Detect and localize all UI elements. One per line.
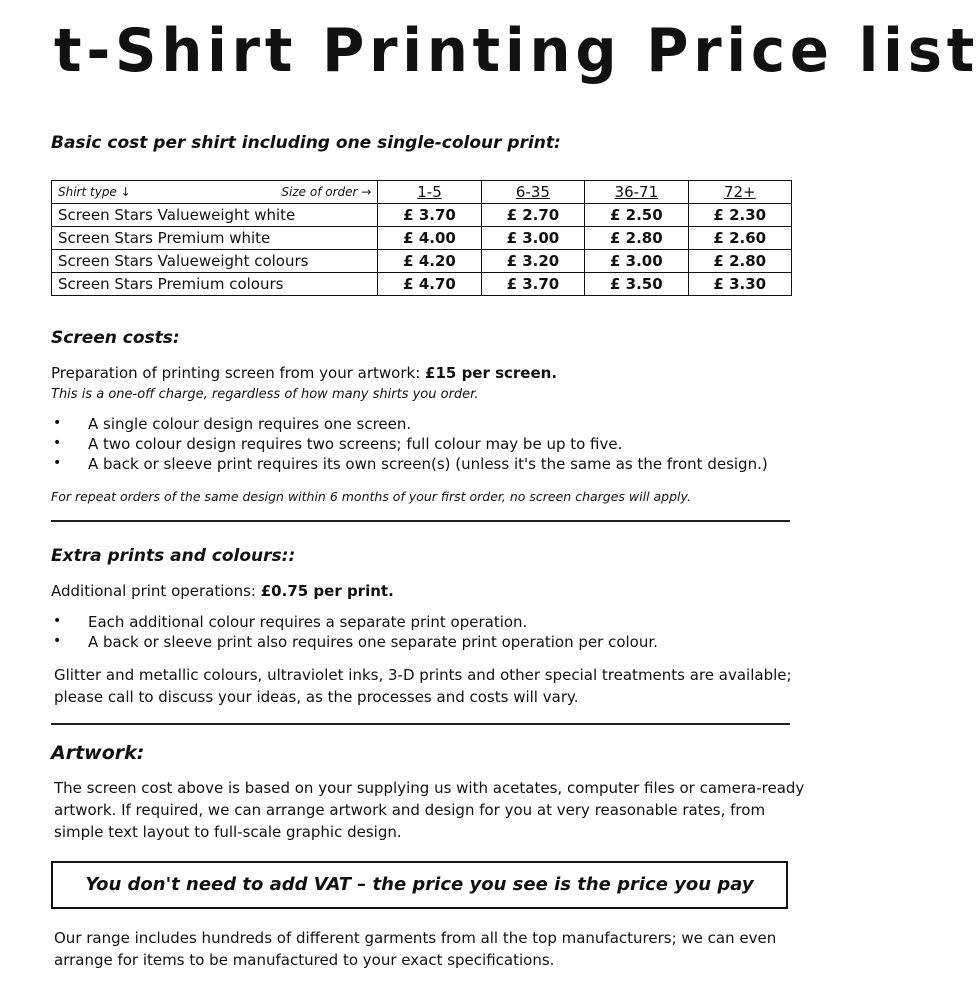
one-off-note: This is a one-off charge, regardless of how many shirts you order. — [51, 387, 479, 402]
price-cell: £ 2.70 — [481, 204, 584, 227]
price-cell: £ 2.60 — [688, 227, 791, 250]
price-table — [51, 180, 792, 296]
artwork-heading: Artwork: — [51, 742, 145, 764]
shirt-type-label: Shirt type ↓ — [58, 185, 131, 199]
table-row — [52, 250, 792, 273]
size-header: 1-5 — [378, 181, 481, 204]
price-cell: £ 3.30 — [688, 273, 791, 296]
additional-print-text: Additional print operations: — [51, 582, 261, 600]
extra-bullets — [50, 613, 658, 653]
price-cell: £ 4.20 — [378, 250, 481, 273]
shirt-name: Screen Stars Valueweight white — [52, 204, 378, 227]
size-header: 6-35 — [481, 181, 584, 204]
screen-prep-price: £15 per screen. — [425, 364, 558, 382]
price-cell: £ 4.00 — [378, 227, 481, 250]
table-row — [52, 273, 792, 296]
price-cell: £ 3.70 — [378, 204, 481, 227]
shirt-name: Screen Stars Premium white — [52, 227, 378, 250]
price-cell: £ 3.70 — [481, 273, 584, 296]
table-header-labels — [52, 181, 378, 204]
table-row — [52, 227, 792, 250]
list-item: • A two colour design requires two screens; full colour may be up to five. — [50, 435, 768, 455]
price-table-header — [52, 181, 792, 204]
price-cell: £ 3.50 — [585, 273, 688, 296]
size-header: 72+ — [688, 181, 791, 204]
price-cell: £ 2.30 — [688, 204, 791, 227]
screen-costs-heading: Screen costs: — [51, 328, 180, 348]
shirt-name: Screen Stars Premium colours — [52, 273, 378, 296]
price-cell: £ 3.00 — [585, 250, 688, 273]
price-cell: £ 3.20 — [481, 250, 584, 273]
price-cell: £ 2.80 — [585, 227, 688, 250]
screen-prep-text: Preparation of printing screen from your artwork: — [51, 364, 426, 382]
list-item: • A back or sleeve print also requires one separate print operation per colour. — [50, 633, 658, 653]
price-cell: £ 4.70 — [378, 273, 481, 296]
basic-cost-heading: Basic cost per shirt including one single-colour print: — [51, 133, 561, 153]
size-of-order-label: Size of order → — [281, 185, 372, 199]
artwork-text: The screen cost above is based on your supplying us with acetates, computer files or camera-ready artwork. If required, we can arrange artwork and design for you at very reasonable rates, from simple text layout to full-scale graphic design. — [54, 779, 805, 841]
extra-prints-heading: Extra prints and colours:: — [51, 546, 296, 566]
price-cell: £ 2.50 — [585, 204, 688, 227]
additional-print-line — [51, 582, 394, 600]
vat-notice: You don't need to add VAT – the price you see is the price you pay — [51, 861, 788, 909]
table-row — [52, 204, 792, 227]
shirt-name: Screen Stars Valueweight colours — [52, 250, 378, 273]
list-item: • A back or sleeve print requires its own screen(s) (unless it's the same as the front design.) — [50, 455, 768, 475]
range-text: Our range includes hundreds of different garments from all the top manufacturers; we can even arrange for items to be manufactured to your exact specifications. — [54, 929, 777, 969]
list-item: • A single colour design requires one screen. — [50, 415, 768, 435]
screen-prep-line — [51, 364, 557, 382]
price-cell: £ 2.80 — [688, 250, 791, 273]
size-header: 36-71 — [585, 181, 688, 204]
divider — [51, 723, 790, 725]
list-item: • Each additional colour requires a separate print operation. — [50, 613, 658, 633]
page-title: t-Shirt Printing Price list — [54, 16, 979, 86]
special-treatments-text: Glitter and metallic colours, ultraviolet inks, 3-D prints and other special treatments are available; please call to discuss your ideas, as the processes and costs will vary. — [54, 666, 792, 706]
price-cell: £ 3.00 — [481, 227, 584, 250]
additional-print-price: £0.75 per print. — [260, 582, 394, 600]
screen-bullets — [50, 415, 768, 475]
repeat-order-note: For repeat orders of the same design within 6 months of your first order, no screen charges will apply. — [51, 489, 691, 504]
divider — [51, 520, 790, 522]
